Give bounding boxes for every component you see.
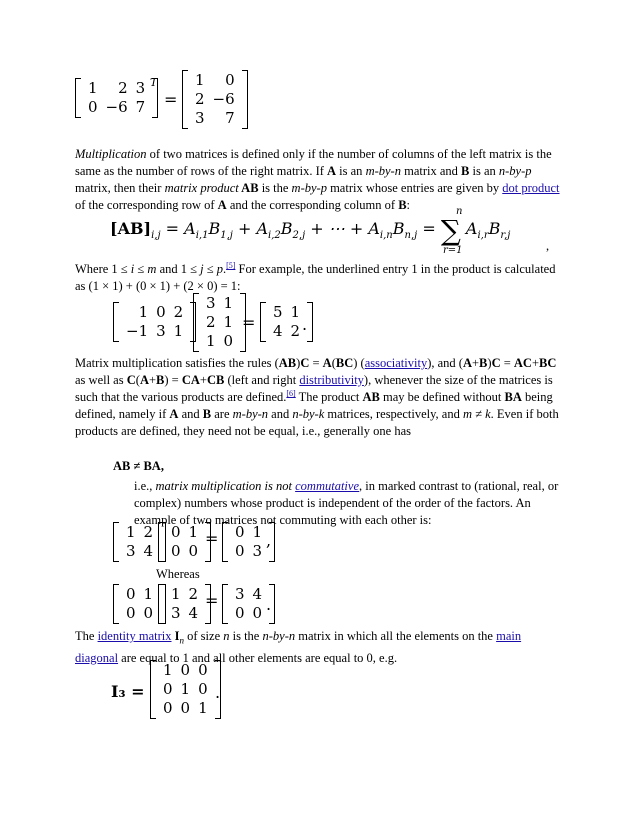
matrix-cell: 1 (206, 332, 216, 350)
text-run: B (156, 373, 165, 387)
matrix-cell: 0 (171, 542, 181, 560)
matrix-cell: 0 (225, 71, 235, 89)
text-run: matrix product (164, 181, 239, 195)
text-run: of size (184, 629, 224, 643)
formula-lhs-sub: i,j (151, 230, 161, 242)
matrix-original (75, 78, 158, 118)
matrix-cell: 3 (156, 322, 166, 340)
text-run: BC (539, 356, 557, 370)
text-run: and (268, 407, 293, 421)
matrix-cell: 0 (143, 604, 154, 622)
text-run: ( (331, 356, 336, 370)
matrix-cell: 1 (195, 71, 205, 89)
matrix-cell: 0 (252, 604, 263, 622)
text-run: j (200, 262, 204, 276)
text-run: ) ( (353, 356, 365, 370)
right-bracket (242, 70, 248, 129)
text-run: ( (135, 373, 140, 387)
noncommuting-matrix-2 (158, 522, 211, 562)
citation-5[interactable]: [5] (226, 260, 236, 270)
text-run: m-by-n (365, 164, 401, 178)
product-formula (110, 214, 511, 247)
matrix-cell: 0 (198, 680, 208, 698)
text-run: AB (278, 356, 297, 370)
matrix-cell: 1 (223, 313, 234, 331)
formula-lhs: [AB] (110, 219, 152, 238)
period: . (302, 315, 308, 334)
text-run: (left and right (224, 373, 300, 387)
matrix-cell: 4 (188, 604, 199, 622)
text-run: of the corresponding row of (75, 198, 218, 212)
text-run: of two matrices is defined only if the number of columns of the left matrix is the same as the number of rows of the right matrix. If (75, 147, 552, 178)
equals-sign: = (164, 90, 178, 109)
matrix-cell: 0 (223, 332, 234, 350)
text-run: AC (513, 356, 532, 370)
text-run: n (179, 635, 185, 646)
matrix-cell: 2 (290, 322, 301, 340)
text-run: and (178, 407, 203, 421)
period: . (215, 683, 221, 702)
matrix-cells (119, 302, 190, 342)
matrix-cell: −6 (212, 90, 235, 108)
matrix-cells (266, 302, 307, 342)
text-run: ) (296, 356, 301, 370)
paragraph-matrix-product (75, 146, 567, 214)
text-run: . Even if both products are defined, they need not be equal, i.e., generally one has (75, 407, 559, 438)
matrix-cell: 7 (135, 98, 146, 116)
right-bracket (307, 302, 313, 342)
matrix-cell: 3 (195, 109, 205, 127)
text-run: matrix and (400, 164, 462, 178)
citation-6[interactable]: [6] (286, 388, 296, 398)
matrix-cells (119, 584, 160, 624)
matrix-cell: 0 (126, 585, 136, 603)
matrix-cell: −6 (105, 98, 128, 116)
text-run: + (148, 373, 157, 387)
text-run: B (398, 198, 407, 212)
text-run: m-by-p (291, 181, 327, 195)
equals-sign: = (205, 529, 219, 548)
text-run: : (406, 198, 411, 212)
text-run: A (327, 164, 337, 178)
example-matrix-b (193, 293, 246, 352)
text-run: + (199, 373, 207, 387)
text-run: CA (181, 373, 200, 387)
text-run: matrices, respectively, and (324, 407, 463, 421)
text-run: AB (362, 390, 380, 404)
matrix-cell: 1 (180, 680, 191, 698)
matrix-cell: 1 (143, 585, 154, 603)
text-run: matrix whose entries are given by (326, 181, 503, 195)
text-run: Where 1 ≤ (75, 262, 131, 276)
matrix-cell: 3 (171, 604, 181, 622)
text-run: B (479, 356, 488, 370)
matrix-cell: 2 (173, 303, 184, 321)
text-run: I (171, 629, 180, 643)
matrix-cell: 0 (180, 699, 191, 717)
text-run: is the (229, 629, 263, 643)
text-run: B (202, 407, 212, 421)
matrix-cell: 1 (223, 294, 234, 312)
text-run: = (309, 356, 323, 370)
text-run: A (139, 373, 149, 387)
text-run: BA (504, 390, 522, 404)
matrix-transposed (182, 70, 248, 129)
text-run: A (169, 407, 179, 421)
text-run: The (75, 629, 98, 643)
matrix-cells (199, 293, 240, 352)
identity-matrix-3 (150, 660, 221, 719)
text-run: = (500, 356, 514, 370)
matrix-cell: 7 (225, 109, 235, 127)
matrix-cell: 0 (171, 523, 181, 541)
text-run: and 1 ≤ (156, 262, 201, 276)
matrix-cells (164, 584, 205, 624)
text-run: n-by-p (498, 164, 532, 178)
matrix-cell: 3 (252, 542, 263, 560)
text-run: + (471, 356, 480, 370)
text-run: is the (258, 181, 292, 195)
equals-sign: = (242, 313, 256, 332)
matrix-cell: 2 (206, 313, 216, 331)
text-run: B (461, 164, 470, 178)
text-run: A (217, 198, 227, 212)
term-multiplication: Multiplication (75, 147, 147, 161)
text-run: BC (335, 356, 354, 370)
paragraph-index-range (75, 261, 567, 295)
text-run: is an (469, 164, 499, 178)
text-run: i.e., (134, 479, 156, 493)
matrix-cell: 1 (188, 523, 199, 541)
matrix-cell: 3 (126, 542, 136, 560)
text-run: , in marked contrast to (rational, real, or complex) numbers whose product is independent of the order of the factors. An example of two matrices not commuting with each other is: (134, 479, 559, 527)
noncommutative-statement: AB ≠ BA, (113, 459, 164, 473)
matrix-cell: 2 (188, 585, 199, 603)
text-run: ) (487, 356, 492, 370)
matrix-cell: 3 (135, 79, 146, 97)
text-run: are equal to 1 and all other elements are equal to 0, e.g. (118, 650, 398, 665)
matrix-cells (81, 78, 152, 118)
matrix-cell: 0 (180, 661, 191, 679)
text-run: n-by-n (262, 629, 296, 643)
text-run: ), whenever the size of the matrices is such that the various products are defined. (75, 373, 553, 404)
text-run: matrix multiplication is not (155, 479, 296, 493)
matrix-cell: 1 (163, 661, 173, 679)
matrix-cell: 4 (143, 542, 154, 560)
text-run: C (491, 356, 501, 370)
link-commutative[interactable]: commutative (295, 479, 359, 493)
equals-sign: = (205, 591, 219, 610)
period: . (266, 595, 272, 614)
text-run: m (147, 262, 157, 276)
text-run: ≤ (134, 262, 148, 276)
text-run: m ≠ k (462, 407, 491, 421)
sum-upper-limit: n (456, 206, 463, 217)
text-run: C (126, 373, 136, 387)
text-run: ) = (164, 373, 182, 387)
matrix-cell: 1 (173, 322, 184, 340)
matrix-cell: 1 (290, 303, 301, 321)
formula-comma: , (546, 239, 550, 253)
matrix-cell: 0 (163, 680, 173, 698)
text-run: n (223, 629, 230, 643)
matrix-cell: 1 (171, 585, 181, 603)
text-run: i (130, 262, 135, 276)
text-run: CB (206, 373, 225, 387)
whereas-label: Whereas (156, 567, 200, 581)
text-run: C (300, 356, 310, 370)
link-distributivity[interactable]: distributivity (299, 373, 364, 387)
paragraph-identity-matrix (75, 628, 567, 667)
noncommuting-matrix-4 (158, 584, 211, 624)
matrix-cell: 1 (88, 79, 98, 97)
matrix-cell: 2 (195, 90, 205, 108)
matrix-cell: 0 (126, 604, 136, 622)
paragraph-multiplication-rules (75, 355, 567, 440)
matrix-cell: 0 (235, 523, 245, 541)
matrix-cell: 1 (126, 523, 136, 541)
text-run: matrix in which all the elements on the (295, 629, 497, 643)
text-run: ≤ (203, 262, 217, 276)
link-identity-matrix[interactable]: identity matrix (97, 629, 172, 643)
text-run: are (211, 407, 233, 421)
identity-label: I₃ = (111, 682, 145, 701)
comma: , (266, 531, 272, 550)
formula-rhs: = $A_{i,1}B_{1,j} + A_{i,2}B_{2,j}$ + ⋯ + $A_{i,n}B_{n,j}$ = ∑ $A_{i,r}B_{r,j}$ (160, 214, 511, 247)
matrix-cell: 4 (252, 585, 263, 603)
matrix-cell: 4 (273, 322, 283, 340)
matrix-cells (164, 522, 205, 562)
matrix-cells (228, 584, 272, 624)
matrix-cells (156, 660, 215, 719)
text-run: matrix, then their (75, 181, 165, 195)
matrix-cell: 5 (273, 303, 283, 321)
matrix-cells (188, 70, 242, 129)
text-run: For example, the underlined entry 1 in the product is calculated as (1 × 1) + (0 × 1) + (2 × 0) = 1: (75, 262, 556, 293)
matrix-cell: 0 (156, 303, 166, 321)
text-run: Matrix multiplication satisfies the rules ( (75, 356, 279, 370)
text-run: m-by-n (232, 407, 269, 421)
matrix-cell: −1 (126, 322, 149, 340)
link-associativity[interactable]: associativity (364, 356, 428, 370)
text-run: . (222, 262, 227, 276)
matrix-cell: 0 (88, 98, 98, 116)
link-main-diagonal[interactable]: main diagonal (75, 629, 522, 665)
text-run: p (216, 262, 223, 276)
matrix-cell: 0 (235, 542, 245, 560)
matrix-cells (119, 522, 160, 562)
matrix-cell: 3 (235, 585, 245, 603)
text-run: + (531, 356, 540, 370)
sum-lower-limit: r=1 (443, 245, 463, 256)
matrix-cell: 1 (198, 699, 208, 717)
matrix-cell: 1 (138, 303, 149, 321)
matrix-cell: 0 (163, 699, 173, 717)
transpose-superscript: T (150, 76, 158, 89)
text-run: AB (238, 181, 259, 195)
text-run: n-by-k (292, 407, 325, 421)
example-matrix-a (113, 302, 196, 342)
matrix-cell: 2 (143, 523, 154, 541)
matrix-cell: 2 (118, 79, 128, 97)
text-run: The product (295, 390, 363, 404)
link-dot-product[interactable]: dot product (502, 181, 560, 195)
text-run: may be defined without (379, 390, 505, 404)
text-run: being defined, namely if (75, 390, 553, 421)
matrix-cell: 0 (235, 604, 245, 622)
matrix-cell: 3 (206, 294, 216, 312)
text-run: ), and ( (427, 356, 463, 370)
matrix-cell: 0 (198, 661, 208, 679)
text-run: A (322, 356, 332, 370)
text-run: as well as (75, 373, 127, 387)
matrix-cells (228, 522, 272, 562)
text-run: and the corresponding column of (226, 198, 399, 212)
matrix-cell: 1 (252, 523, 263, 541)
text-run: A (462, 356, 472, 370)
text-run: is an (336, 164, 366, 178)
matrix-cell: 0 (188, 542, 199, 560)
